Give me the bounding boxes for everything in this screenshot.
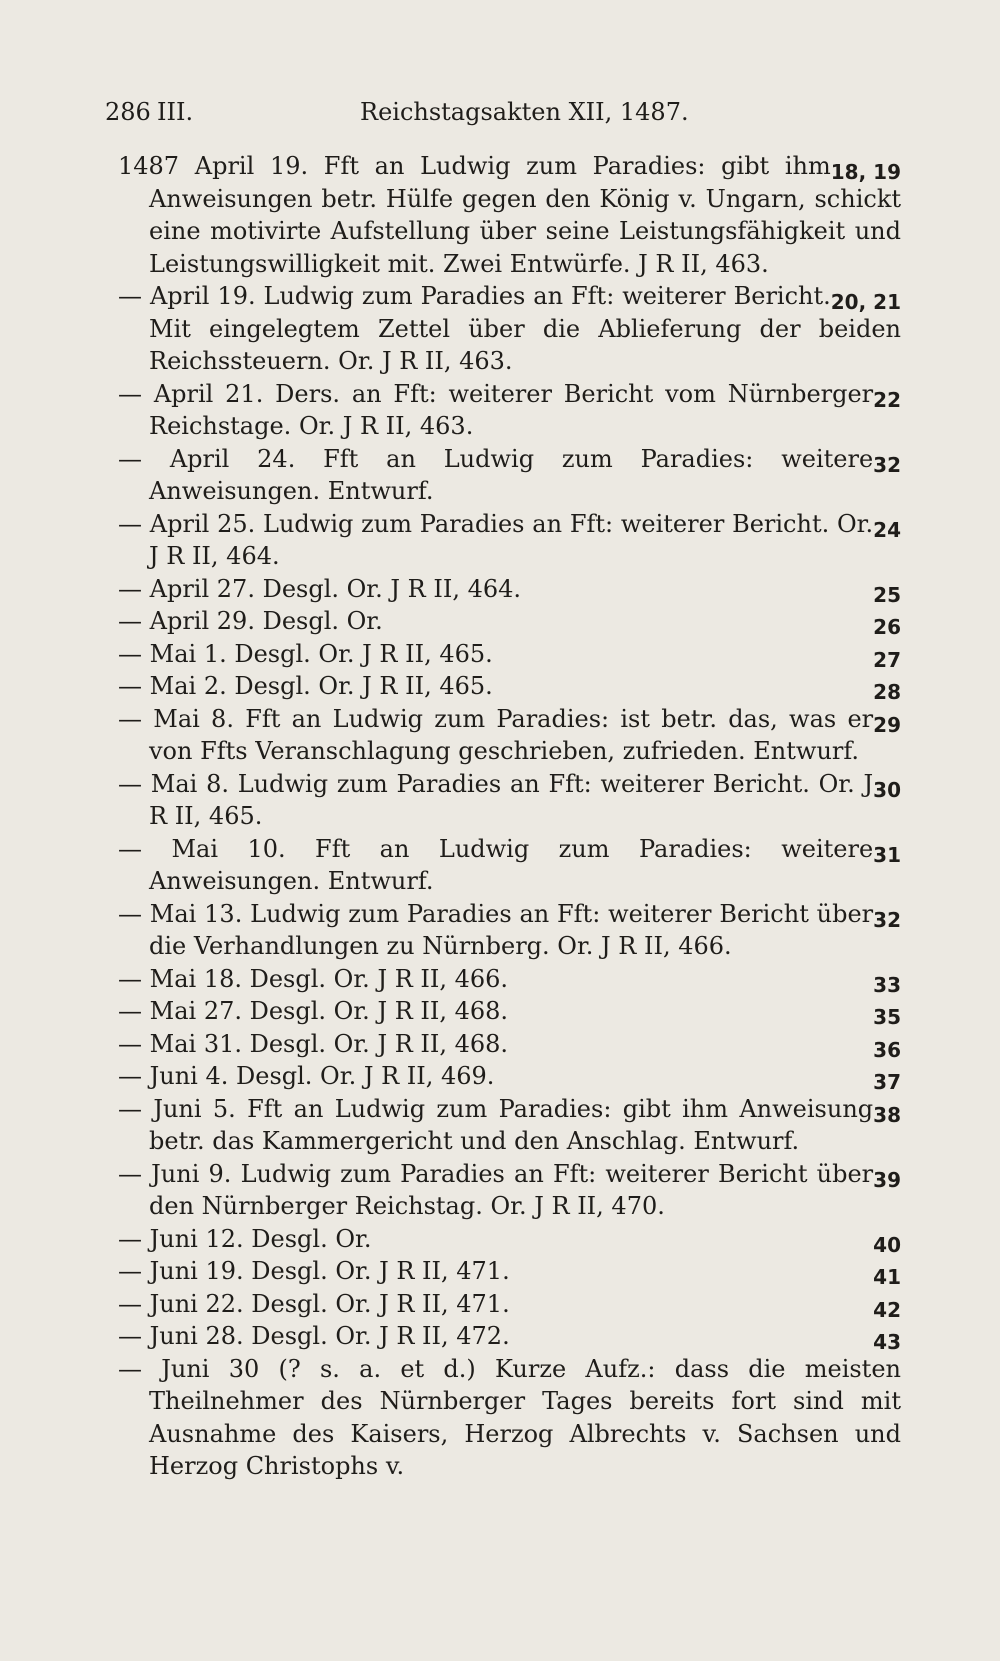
reference-number: 35 [873, 1005, 901, 1029]
entry-text: — Mai 2. Desgl. Or. J R II, 465. [118, 672, 493, 700]
entry-text: — Mai 13. Ludwig zum Paradies an Fft: weiterer Bericht über die Verhandlungen zu Nürnberg. Or. J R II, 466. [118, 899, 874, 960]
list-item [118, 1223, 901, 1256]
reference-number: 40 [873, 1232, 901, 1257]
entry-text: — Juni 22. Desgl. Or. J R II, 471. [118, 1289, 510, 1318]
entry-text: — Juni 12. Desgl. Or. [118, 1224, 372, 1253]
entry-text: — Mai 1. Desgl. Or. J R II, 465. [118, 639, 493, 668]
entry-list [118, 150, 901, 1483]
page-number: 286 [105, 98, 151, 126]
entry-text: — April 25. Ludwig zum Paradies an Fft: weiterer Bericht. Or. J R II, 464. [118, 509, 874, 570]
entry-text: — Mai 31. Desgl. Or. J R II, 468. [118, 1029, 509, 1058]
list-item [118, 280, 901, 378]
entry-text: 1487 April 19. Fft an Ludwig zum Paradies: gibt ihm Anweisungen betr. Hülfe gegen den König v. Ungarn, schickt eine motivirte Aufstellung über seine Leistungsfähigkeit und Leistungswilligkeit mit. Zwei Entwürfe. J R II, 463. [118, 152, 901, 278]
list-item [118, 833, 901, 898]
list-item [118, 1093, 901, 1158]
reference-number: 26 [873, 615, 901, 639]
section-number: III. [157, 98, 194, 126]
list-item [118, 768, 901, 833]
entry-text: — Mai 18. Desgl. Or. J R II, 466. [118, 964, 509, 993]
list-item [118, 898, 901, 963]
reference-number: 32 [873, 907, 901, 932]
reference-number: 32 [873, 452, 901, 477]
list-item [118, 605, 901, 638]
list-item [118, 1288, 901, 1321]
page-header [105, 92, 905, 132]
list-item [118, 508, 901, 573]
reference-number: 41 [873, 1265, 901, 1289]
list-item [118, 1158, 901, 1223]
entry-text: — Juni 5. Fft an Ludwig zum Paradies: gibt ihm Anweisung betr. das Kammergericht und den Anschlag. Entwurf. [118, 1094, 874, 1155]
entry-text: — April 29. Desgl. Or. [118, 607, 383, 635]
reference-number: 37 [873, 1070, 901, 1094]
running-title: Reichstagsakten XII, 1487. [360, 98, 689, 126]
reference-number: 28 [873, 680, 901, 704]
entry-text: — April 24. Fft an Ludwig zum Paradies: weitere Anweisungen. Entwurf. [118, 444, 874, 505]
list-item [118, 995, 901, 1028]
list-item [118, 1028, 901, 1061]
list-item [118, 1060, 901, 1093]
list-item [118, 1320, 901, 1353]
list-item [118, 573, 901, 606]
reference-number: 43 [873, 1330, 901, 1354]
list-item [118, 1353, 901, 1483]
entry-text: — Mai 8. Ludwig zum Paradies an Fft: weiterer Bericht. Or. J R II, 465. [118, 769, 874, 830]
reference-number: 20, 21 [830, 290, 901, 314]
list-item [118, 670, 901, 703]
list-item [118, 378, 901, 443]
entry-text: — Juni 19. Desgl. Or. J R II, 471. [118, 1257, 510, 1285]
entry-text: — Mai 8. Fft an Ludwig zum Paradies: ist betr. das, was er von Ffts Veranschlagung geschrieben, zufrieden. Entwurf. [118, 704, 874, 765]
entry-text: — April 27. Desgl. Or. J R II, 464. [118, 574, 522, 603]
reference-number: 31 [873, 842, 901, 867]
reference-number: 24 [873, 517, 901, 542]
reference-number: 39 [873, 1167, 901, 1192]
reference-number: 25 [873, 582, 901, 607]
reference-number: 18, 19 [830, 160, 901, 184]
entry-text: — Juni 9. Ludwig zum Paradies an Fft: weiterer Bericht über den Nürnberger Reichstag. Or. J R II, 470. [118, 1159, 874, 1220]
reference-number: 22 [873, 387, 901, 412]
entry-text: — Juni 28. Desgl. Or. J R II, 472. [118, 1322, 510, 1350]
list-item [118, 1255, 901, 1288]
reference-number: 29 [873, 712, 901, 737]
entry-text: — Mai 10. Fft an Ludwig zum Paradies: weitere Anweisungen. Entwurf. [118, 834, 874, 895]
reference-number: 33 [873, 972, 901, 997]
entry-text: — April 19. Ludwig zum Paradies an Fft: weiterer Bericht. Mit eingelegtem Zettel über die Ablieferung der beiden Reichssteuern. Or. J R II, 463. [118, 282, 901, 375]
list-item [118, 443, 901, 508]
reference-number: 27 [873, 647, 901, 672]
entry-text: — Juni 30 (? s. a. et d.) Kurze Aufz.: dass die meisten Theilnehmer des Nürnberger Tages bereits fort sind mit Ausnahme des Kaisers, Herzog Albrechts v. Sachsen und Herzog Christophs v. [118, 1354, 901, 1480]
reference-number: 42 [873, 1297, 901, 1322]
entry-text: — Mai 27. Desgl. Or. J R II, 468. [118, 997, 509, 1025]
list-item [118, 638, 901, 671]
entry-text: — April 21. Ders. an Fft: weiterer Bericht vom Nürnberger Reichstage. Or. J R II, 463. [118, 379, 874, 440]
reference-number: 30 [873, 777, 901, 802]
list-item [118, 703, 901, 768]
list-item [118, 150, 901, 280]
reference-number: 38 [873, 1102, 901, 1127]
list-item [118, 963, 901, 996]
reference-number: 36 [873, 1037, 901, 1062]
entry-text: — Juni 4. Desgl. Or. J R II, 469. [118, 1062, 495, 1090]
